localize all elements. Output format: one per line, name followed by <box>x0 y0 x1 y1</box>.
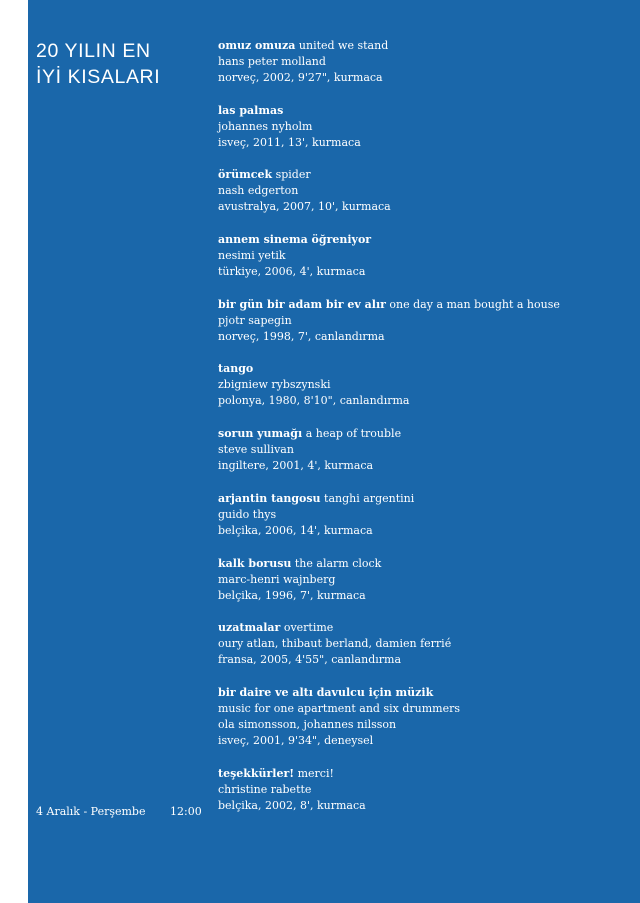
film-title-turkish: örümcek <box>218 168 273 182</box>
film-director: guido thys <box>218 507 277 521</box>
film-title-original: united we stand <box>298 39 389 52</box>
film-title-line <box>218 232 628 248</box>
film-title-turkish: annem sinema öğreniyor <box>218 233 372 247</box>
film-details: fransa, 2005, 4'55", canlandırma <box>218 653 401 667</box>
film-details: türkiye, 2006, 4', kurmaca <box>218 265 366 279</box>
film-title-line <box>218 620 628 636</box>
film-title-line <box>218 103 628 119</box>
film-entry <box>218 685 628 749</box>
film-title-line <box>218 38 628 54</box>
film-director: nesimi yetik <box>218 249 286 263</box>
film-details: polonya, 1980, 8'10", canlandırma <box>218 394 410 408</box>
film-details: belçika, 2002, 8', kurmaca <box>218 798 366 812</box>
film-details: norveç, 1998, 7', canlandırma <box>218 329 385 343</box>
film-title-original: spider <box>275 168 311 182</box>
film-entry <box>218 491 628 539</box>
film-entry <box>218 556 628 604</box>
page-title-line-1: 20 YILIN EN <box>36 40 151 62</box>
film-entry <box>218 232 628 280</box>
film-title-turkish: tango <box>218 362 254 376</box>
film-details: isveç, 2011, 13', kurmaca <box>218 135 361 149</box>
film-title-original: a heap of trouble <box>305 427 402 441</box>
film-title-turkish: bir gün bir adam bir ev alır <box>218 297 386 311</box>
film-details: belçika, 2006, 14', kurmaca <box>218 523 373 537</box>
film-director: nash edgerton <box>218 184 299 198</box>
film-title-line <box>218 491 628 507</box>
screening-schedule <box>36 804 202 820</box>
film-title-turkish: arjantin tangosu <box>218 491 321 505</box>
film-entry <box>218 766 628 814</box>
film-title-turkish: bir daire ve altı davulcu için müzik <box>218 685 434 699</box>
film-title-line <box>218 426 628 442</box>
film-title-turkish: kalk borusu <box>218 556 292 570</box>
film-list <box>218 38 628 830</box>
film-director: marc-henri wajnberg <box>218 572 336 586</box>
film-title-original: one day a man bought a house <box>389 297 560 311</box>
film-details: belçika, 1996, 7', kurmaca <box>218 588 366 602</box>
film-title-turkish: sorun yumağı <box>218 427 303 441</box>
film-details: avustralya, 2007, 10', kurmaca <box>218 200 391 214</box>
film-title-turkish: las palmas <box>218 103 284 117</box>
film-title-original: the alarm clock <box>294 556 382 570</box>
film-entry <box>218 620 628 668</box>
film-title-original: merci! <box>297 766 334 780</box>
film-title-original: tanghi argentini <box>324 491 415 505</box>
film-title-turkish: teşekkürler! <box>218 766 295 780</box>
film-details: ingiltere, 2001, 4', kurmaca <box>218 459 374 473</box>
film-title-original: music for one apartment and six drummers <box>218 701 460 715</box>
film-entry <box>218 38 628 86</box>
film-director: oury atlan, thibaut berland, damien ferrié <box>218 637 452 651</box>
film-title-line <box>218 556 628 572</box>
page-title <box>36 38 206 90</box>
film-director: ola simonsson, johannes nilsson <box>218 717 397 731</box>
film-entry <box>218 297 628 345</box>
film-entry <box>218 361 628 409</box>
film-title-line <box>218 167 628 183</box>
film-title-original: overtime <box>283 621 334 635</box>
screening-time: 12:00 <box>170 805 202 818</box>
film-director: christine rabette <box>218 782 312 796</box>
film-title-line <box>218 766 628 782</box>
film-director: steve sullivan <box>218 443 294 457</box>
film-entry <box>218 426 628 474</box>
film-director: johannes nyholm <box>218 119 313 133</box>
film-director: pjotr sapegin <box>218 313 292 327</box>
film-director: hans peter molland <box>218 55 326 68</box>
film-director: zbigniew rybszynski <box>218 378 331 392</box>
film-title-line <box>218 361 628 377</box>
film-title-line <box>218 685 628 701</box>
program-page <box>28 0 640 903</box>
film-details: isveç, 2001, 9'34", deneysel <box>218 733 374 747</box>
film-title-line <box>218 297 628 313</box>
film-title-turkish: uzatmalar <box>218 621 281 635</box>
screening-date: 4 Aralık - Perşembe <box>36 805 146 818</box>
film-entry <box>218 103 628 151</box>
page-title-line-2: İYİ KISALARI <box>36 66 161 88</box>
film-details: norveç, 2002, 9'27", kurmaca <box>218 71 383 84</box>
film-title-turkish: omuz omuza <box>218 39 296 52</box>
film-entry <box>218 167 628 215</box>
